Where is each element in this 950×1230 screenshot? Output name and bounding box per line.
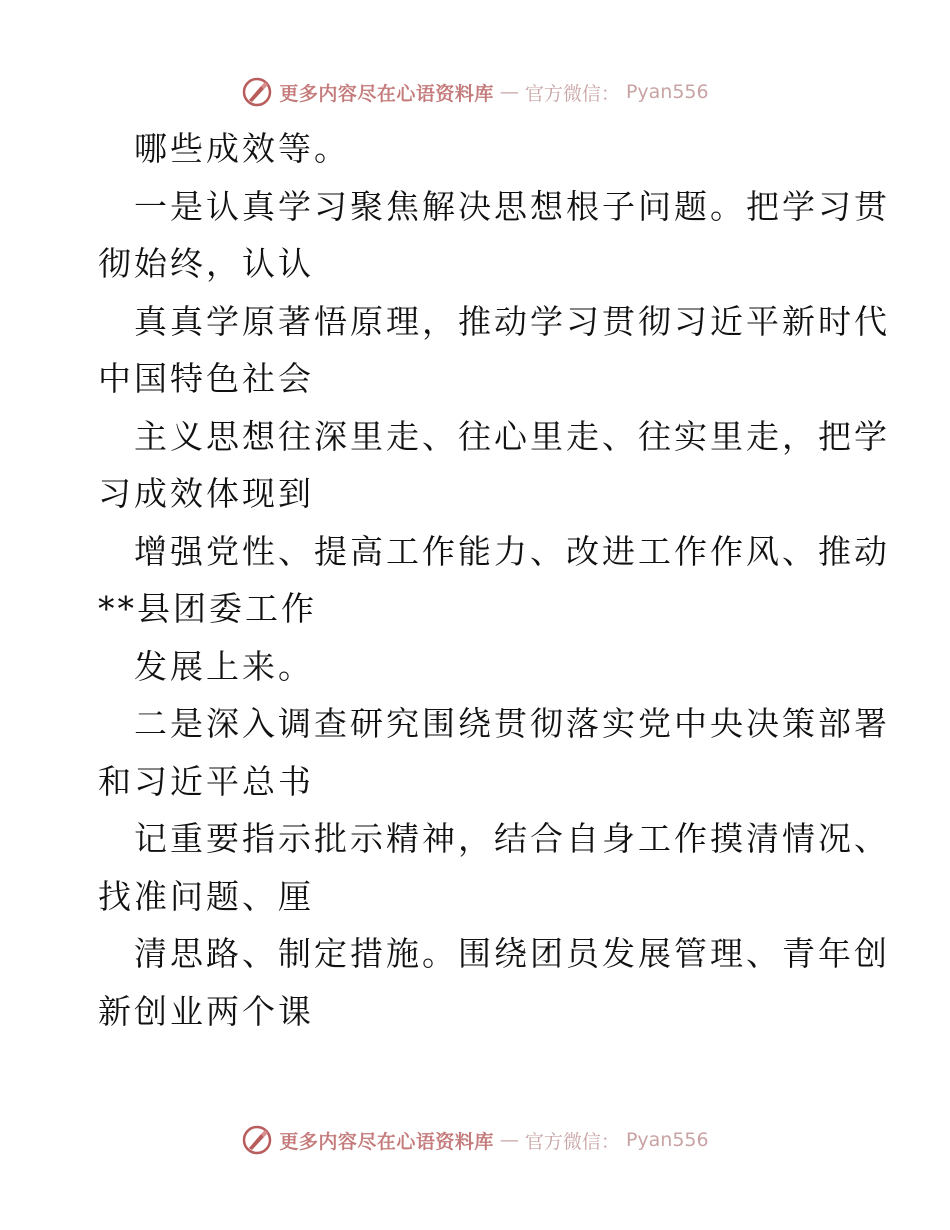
body-line: 二是深入调查研究围绕贯彻落实党中央决策部署 bbox=[134, 704, 890, 743]
watermark-wechat-label: 官方微信： bbox=[524, 1130, 620, 1153]
watermark-main-text: 更多内容尽在心语资料库 bbox=[279, 82, 494, 105]
body-line: 中国特色社会 bbox=[98, 359, 314, 398]
body-line: 彻始终，认认 bbox=[98, 244, 314, 283]
body-line: 主义思想往深里走、往心里走、往实里走，把学 bbox=[134, 416, 890, 456]
body-line: 新创业两个课 bbox=[98, 991, 314, 1031]
body-line: 找准问题、厘 bbox=[98, 876, 314, 916]
watermark-separator: — bbox=[499, 81, 519, 103]
body-line: 和习近平总书 bbox=[98, 761, 314, 801]
watermark-wechat-label: 官方微信： bbox=[524, 82, 620, 105]
watermark-main-text: 更多内容尽在心语资料库 bbox=[279, 1130, 494, 1153]
pen-logo-icon bbox=[241, 1124, 273, 1156]
footer-watermark bbox=[0, 1120, 950, 1160]
body-line: 一是认真学习聚焦解决思想根子问题。把学习贯 bbox=[134, 186, 890, 226]
header-watermark bbox=[0, 72, 950, 112]
body-line: 记重要指示批示精神，结合自身工作摸清情况、 bbox=[134, 819, 890, 858]
watermark-wechat-id: Pyan556 bbox=[625, 81, 709, 103]
body-line: 哪些成效等。 bbox=[134, 129, 350, 168]
body-line: 清思路、制定措施。围绕团员发展管理、青年创 bbox=[134, 934, 890, 973]
body-line: 真真学原著悟原理，推动学习贯彻习近平新时代 bbox=[134, 301, 890, 341]
body-line: 发展上来。 bbox=[134, 646, 314, 686]
pen-logo-icon bbox=[241, 76, 273, 108]
body-line: 习成效体现到 bbox=[98, 474, 314, 513]
watermark-wechat-id: Pyan556 bbox=[625, 1129, 709, 1151]
body-line: 增强党性、提高工作能力、改进工作作风、推动 bbox=[134, 531, 890, 571]
watermark-separator: — bbox=[499, 1129, 519, 1151]
body-line: **县团委工作 bbox=[98, 589, 317, 628]
document-body bbox=[98, 120, 890, 1040]
